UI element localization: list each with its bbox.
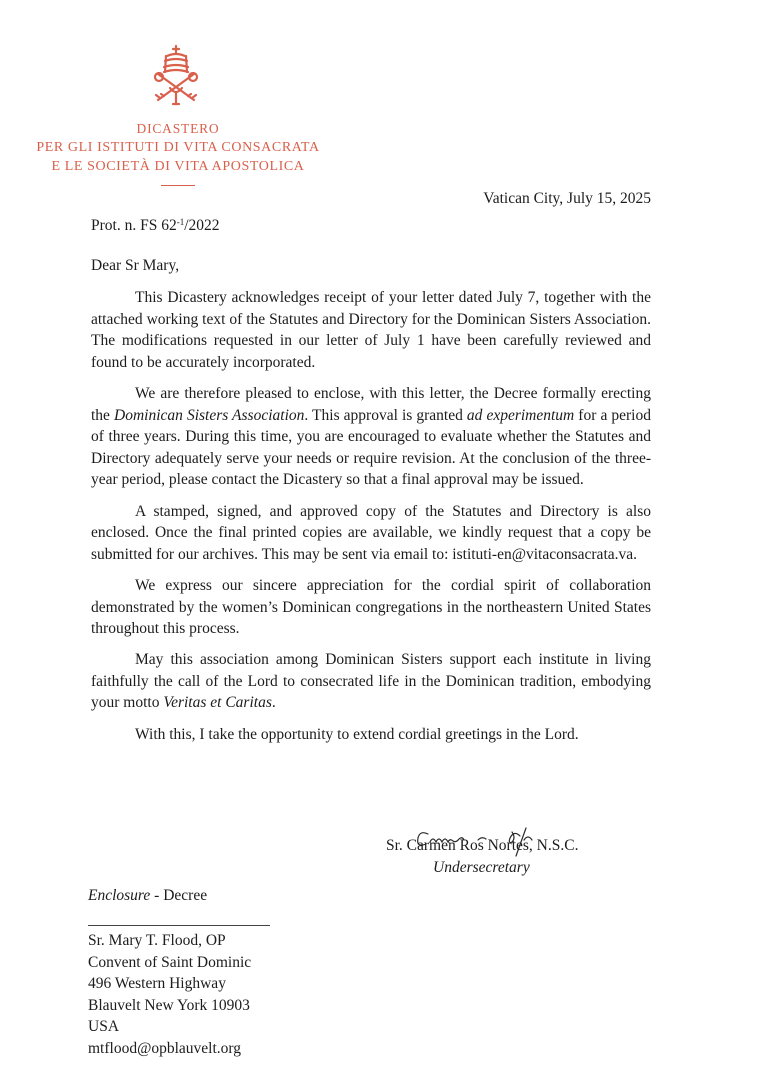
enclosure-label: Enclosure — [88, 887, 151, 904]
letter-date: Vatican City, July 15, 2025 — [483, 190, 651, 207]
dicastery-line-3: E LE SOCIETÀ DI VITA APOSTOLICA — [51, 159, 305, 174]
paragraph-text: With this, I take the opportunity to extend cordial greetings in the Lord. — [135, 725, 579, 743]
signatory-title: Undersecretary — [433, 859, 530, 876]
recipient-convent: Convent of Saint Dominic — [88, 953, 252, 971]
salutation: Dear Sr Mary, — [91, 257, 180, 274]
dicastery-line-1: DICASTERO — [136, 121, 220, 136]
enclosure-separator: - — [150, 887, 164, 904]
paragraph-appreciation — [91, 575, 651, 640]
paragraph-text: This Dicastery acknowledges receipt of your letter dated July 7, together with the attached working text of the Statutes and Directory for the Dominican Sisters Association. The modifications requested in our letter of July 1 have been carefully reviewed and found to be accurately incorporated. — [91, 289, 651, 371]
paragraph-text: We are therefore pleased to enclose, with this letter, the Decree formally erecting the — [91, 384, 651, 424]
recipient-street: 496 Western Highway — [88, 975, 226, 992]
papal-crest-icon — [150, 44, 202, 108]
paragraph-text: . This approval is granted — [304, 406, 467, 424]
paragraph-text: May this association among Dominican Sisters support each institute in living faithfully the call of the Lord to consecrated life in the Dominican tradition, embodying your motto — [91, 651, 651, 712]
recipient-name: Sr. Mary T. Flood, OP — [88, 932, 226, 949]
protocol-suffix: /2022 — [184, 217, 220, 234]
paragraph-text: for a period of three years. During this time, you are encouraged to evaluate whether the Statutes and Directory adequately serve your needs or require revision. At the conclusion of the three-year period, please contact the Dicastery so that a final approval may be issued. — [91, 406, 651, 489]
enclosure-divider — [88, 925, 270, 926]
enclosure-line — [88, 887, 207, 905]
protocol-number — [91, 217, 220, 235]
dicastery-line-2: PER GLI ISTITUTI DI VITA CONSACRATA — [36, 140, 320, 155]
paragraph-motto — [91, 649, 651, 714]
motto: Veritas et Caritas — [163, 694, 272, 712]
protocol-superscript: -1 — [176, 217, 185, 227]
association-name: Dominican Sisters Association — [114, 406, 305, 424]
paragraph-acknowledgement — [91, 287, 651, 373]
recipient-email: mtflood@opblauvelt.org — [88, 1039, 242, 1057]
enclosure-item: Decree — [163, 887, 208, 904]
paragraph-greeting — [91, 724, 651, 746]
paragraph-text: A stamped, signed, and approved copy of the Statutes and Directory is also enclosed. Once the final printed copies are available, we kindly request that a copy be submitted for our archives. This may be sent via email to: istituti-en@vitaconsacrata.va. — [91, 502, 651, 563]
signature-block — [386, 826, 666, 886]
heading-divider — [161, 185, 195, 186]
paragraph-copy-request — [91, 501, 651, 566]
recipient-city: Blauvelt New York 10903 — [88, 996, 250, 1014]
letter-body — [91, 287, 651, 755]
recipient-country: USA — [88, 1018, 120, 1035]
recipient-address — [88, 930, 251, 1059]
latin-term: ad experimentum — [466, 406, 575, 424]
paragraph-text: . — [271, 694, 276, 712]
paragraph-text: We express our sincere appreciation for the cordial spirit of collaboration demonstrated by the women’s Dominican congregations in the northeastern United States throughout this process. — [91, 576, 651, 638]
protocol-prefix: Prot. n. FS 62 — [91, 217, 177, 234]
dicastery-heading — [20, 119, 336, 176]
paragraph-decree — [91, 383, 651, 491]
signatory-name: Sr. Carmen Ros Nortes, N.S.C. — [386, 837, 579, 854]
